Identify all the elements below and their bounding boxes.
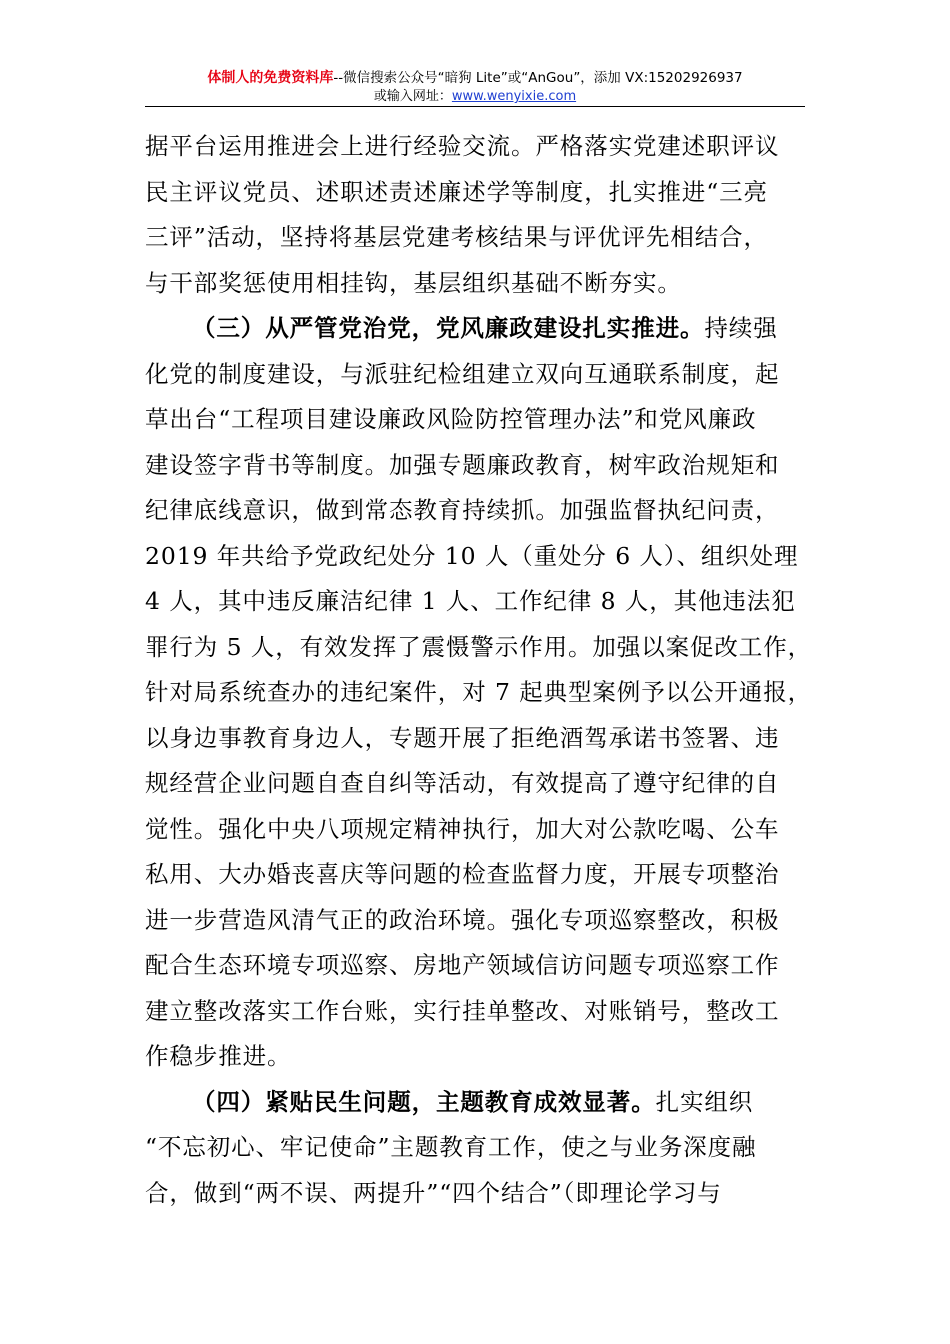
text-line: 针对局系统查办的违纪案件，对 7 起典型案例予以公开通报， <box>145 678 812 706</box>
text-line: 化党的制度建设，与派驻纪检组建立双向互通联系制度，起 <box>145 359 780 388</box>
text-line: 2019 年共给予党政纪处分 10 人（重处分 6 人）、组织处理 <box>145 541 799 570</box>
text-line: 合，做到“两不误、两提升”“四个结合”（即理论学习与 <box>145 1178 722 1207</box>
header-promo-line <box>145 68 805 88</box>
text-line: 觉性。强化中央八项规定精神执行，加大对公款吃喝、公车 <box>145 814 780 843</box>
text-line: 建设签字背书等制度。加强专题廉政教育，树牢政治规矩和 <box>145 450 780 479</box>
header-brand: 体制人的免费资料库 <box>207 70 334 86</box>
text-line: “不忘初心、牢记使命”主题教育工作，使之与业务深度融 <box>145 1133 757 1161</box>
section-heading-4: （四）紧贴民生问题，主题教育成效显著。 <box>192 1087 656 1116</box>
header-divider <box>145 106 805 107</box>
text-line: 以身边事教育身边人，专题开展了拒绝酒驾承诺书签署、违 <box>145 723 780 752</box>
section-heading-3: （三）从严管党治党，党风廉政建设扎实推进。 <box>192 314 705 342</box>
text-span: 扎实组织 <box>655 1087 754 1116</box>
text-line: 作稳步推进。 <box>145 1042 292 1070</box>
text-line: 三评”活动，坚持将基层党建考核结果与评优评先相结合， <box>145 223 768 251</box>
header-url-line <box>145 88 805 106</box>
text-line: 据平台运用推进会上进行经验交流。严格落实党建述职评议 <box>145 132 780 160</box>
text-line <box>145 306 810 352</box>
text-line: 配合生态环境专项巡察、房地产领域信访问题专项巡察工作 <box>145 951 780 979</box>
text-line: 与干部奖惩使用相挂钩，基层组织基础不断夯实。 <box>145 268 682 297</box>
header-contact-info: --微信搜索公众号“暗狗 Lite”或“AnGou”，添加 VX:15202926937 <box>333 70 743 86</box>
document-body <box>145 124 810 1216</box>
text-line: 进一步营造风清气正的政治环境。强化专项巡察整改，积极 <box>145 905 780 934</box>
text-line: 规经营企业问题自查自纠等活动，有效提高了遵守纪律的自 <box>145 769 780 797</box>
text-line: 纪律底线意识，做到常态教育持续抓。加强监督执纪问责， <box>145 496 780 524</box>
text-span: 持续强 <box>704 314 778 342</box>
text-line: 建立整改落实工作台账，实行挂单整改、对账销号，整改工 <box>145 996 780 1025</box>
header-url-link[interactable]: www.wenyixie.com <box>451 89 577 104</box>
page-header <box>145 68 805 106</box>
paragraph-section-3 <box>145 306 810 1080</box>
paragraph-section-4 <box>145 1080 810 1217</box>
header-url-prefix: 或输入网址： <box>373 89 452 104</box>
paragraph-continuation <box>145 124 810 306</box>
text-line <box>145 1080 810 1126</box>
text-line: 私用、大办婚丧喜庆等问题的检查监督力度，开展专项整治 <box>145 860 780 888</box>
text-line: 4 人，其中违反廉洁纪律 1 人、工作纪律 8 人，其他违法犯 <box>145 587 796 615</box>
text-line: 草出台“工程项目建设廉政风险防控管理办法”和党风廉政 <box>145 405 757 433</box>
text-line: 罪行为 5 人，有效发挥了震慑警示作用。加强以案促改工作， <box>145 632 812 661</box>
text-line: 民主评议党员、述职述责述廉述学等制度，扎实推进“三亮 <box>145 177 768 206</box>
